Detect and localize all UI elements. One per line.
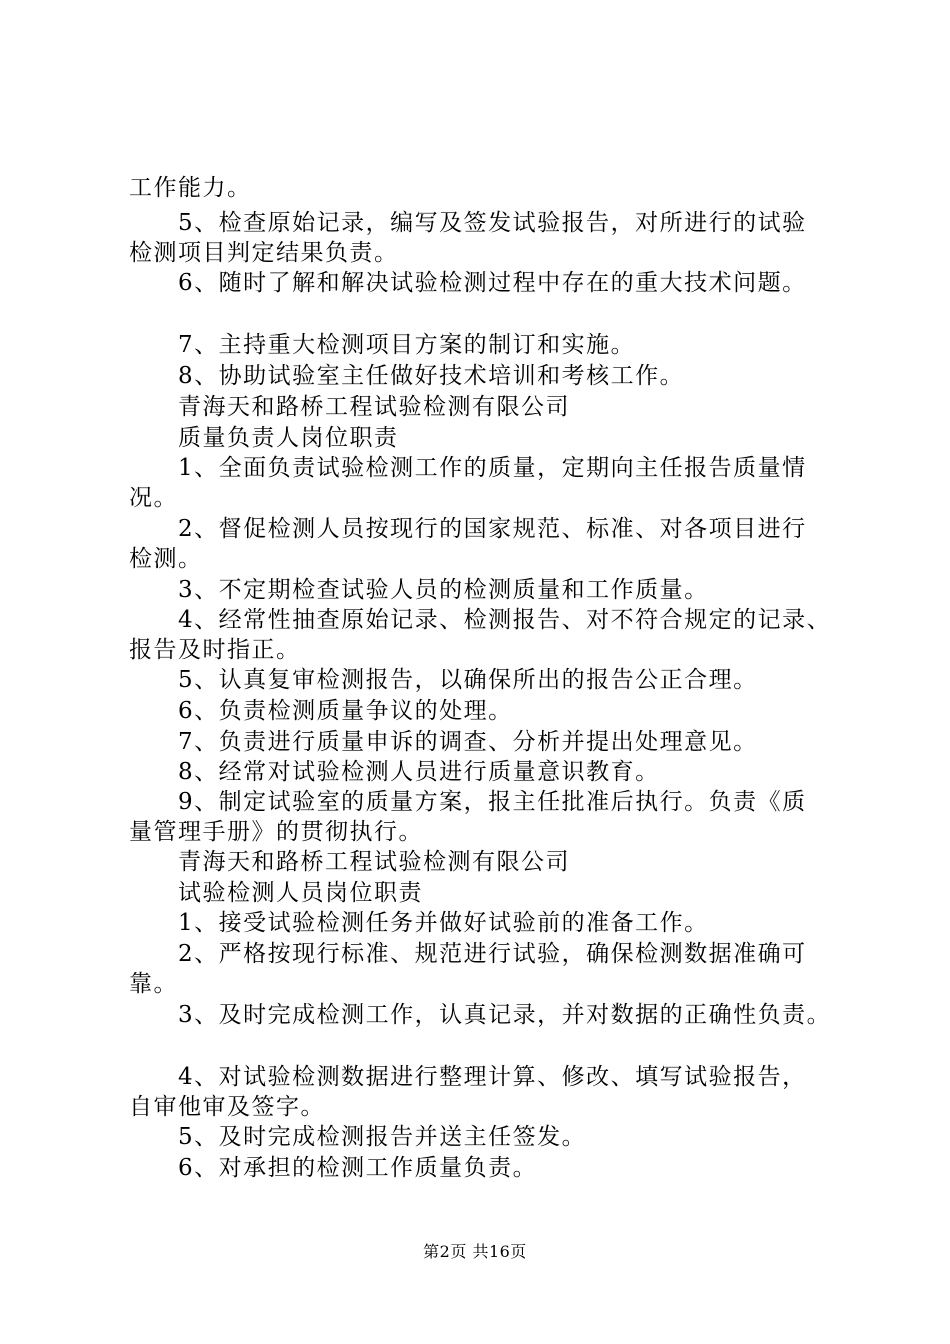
text-line: 2、严格按现行标准、规范进行试验，确保检测数据准确可 (178, 941, 807, 967)
text-line: 检测项目判定结果负责。 (129, 240, 399, 266)
text-line: 5、认真复审检测报告，以确保所出的报告公正合理。 (178, 667, 758, 693)
page-number-footer: 第2页 共16页 (423, 1242, 527, 1261)
text-line: 检测。 (129, 546, 203, 572)
text-line: 2、督促检测人员按现行的国家规范、标准、对各项目进行 (178, 516, 807, 542)
text-line: 6、随时了解和解决试验检测过程中存在的重大技术问题。 (178, 270, 807, 296)
text-line: 6、对承担的检测工作质量负责。 (178, 1155, 538, 1181)
text-line: 3、及时完成检测工作，认真记录，并对数据的正确性负责。 (178, 1002, 832, 1028)
text-line: 8、协助试验室主任做好技术培训和考核工作。 (178, 363, 685, 389)
text-line: 1、接受试验检测任务并做好试验前的准备工作。 (178, 910, 709, 936)
text-line: 5、及时完成检测报告并送主任签发。 (178, 1124, 587, 1150)
text-line: 况。 (129, 485, 178, 511)
text-line: 7、负责进行质量申诉的调查、分析并提出处理意见。 (178, 729, 758, 755)
text-line: 1、全面负责试验检测工作的质量，定期向主任报告质量情 (178, 455, 807, 481)
text-line: 8、经常对试验检测人员进行质量意识教育。 (178, 759, 660, 785)
text-line: 报告及时指正。 (129, 637, 301, 663)
section-heading: 试验检测人员岗位职责 (178, 880, 423, 906)
company-heading: 青海天和路桥工程试验检测有限公司 (178, 849, 570, 875)
text-line: 3、不定期检查试验人员的检测质量和工作质量。 (178, 577, 709, 603)
text-line: 9、制定试验室的质量方案，报主任批准后执行。负责《质 (178, 789, 807, 815)
company-heading: 青海天和路桥工程试验检测有限公司 (178, 394, 570, 420)
text-line: 工作能力。 (129, 175, 252, 201)
text-line: 5、检查原始记录，编写及签发试验报告，对所进行的试验 (178, 210, 807, 236)
text-line: 6、负责检测质量争议的处理。 (178, 698, 513, 724)
text-line: 4、经常性抽查原始记录、检测报告、对不符合规定的记录、 (178, 607, 832, 633)
section-heading: 质量负责人岗位职责 (178, 425, 399, 451)
text-line: 自审他审及签字。 (129, 1094, 325, 1120)
text-line: 7、主持重大检测项目方案的制订和实施。 (178, 332, 636, 358)
text-line: 4、对试验检测数据进行整理计算、修改、填写试验报告， (178, 1064, 807, 1090)
text-line: 靠。 (129, 971, 178, 997)
text-line: 量管理手册》的贯彻执行。 (129, 819, 423, 845)
